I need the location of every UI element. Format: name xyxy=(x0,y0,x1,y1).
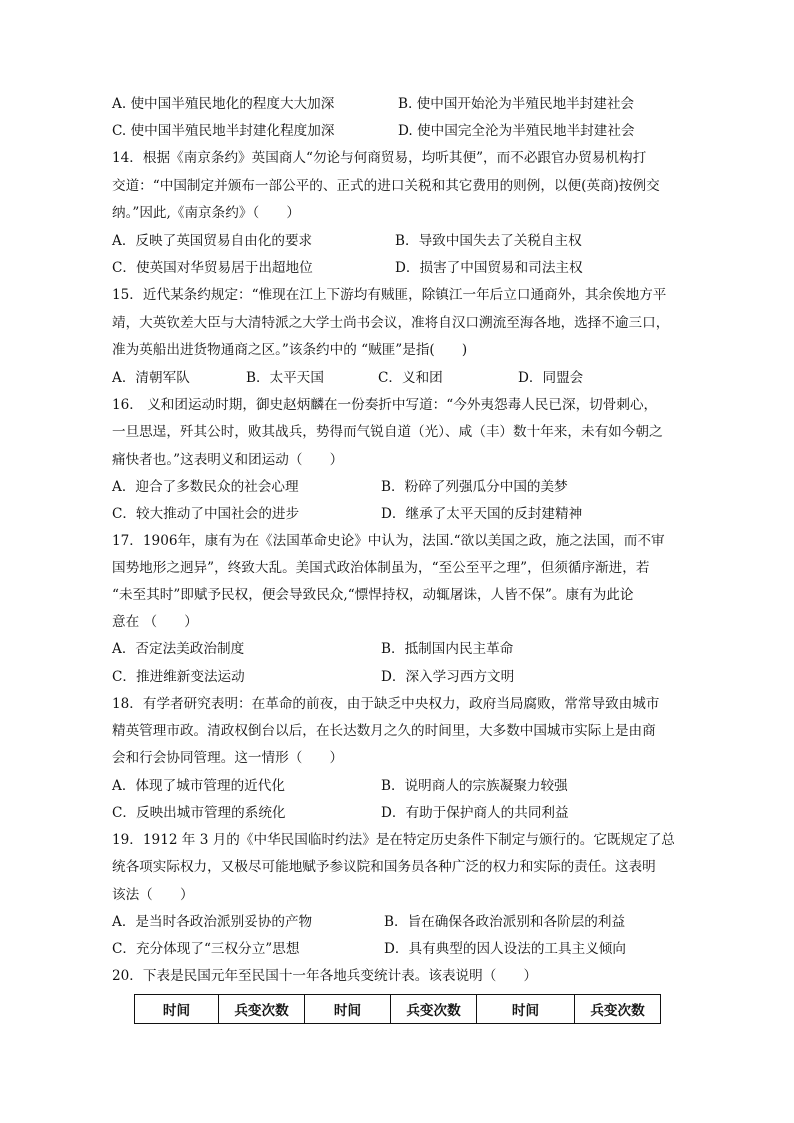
q14-stem-line-1: 14．根据《南京条约》英国商人“勿论与何商贸易，均听其便”，而不必跟官办贸易机构打 xyxy=(112,150,647,166)
q17-stem-line-2: 国势地形之迥异”，终致大乱。美国式政治体制虽为，“至公至平之理”，但须循序渐进，若 xyxy=(112,560,650,576)
q14-stem-line-2: 交道：“中国制定并颁布一部公平的、正式的进口关税和其它费用的则例，以便(英商)按例交 xyxy=(112,178,660,194)
q17-stem-line-3: “未至其时”即赋予民权，便会导致民众,“慓悍持权，动辄屠诛，人皆不保”。康有为此论 xyxy=(112,587,634,603)
q16-stem-line-2: 一旦思逞，歼其公时，败其战兵，势得而气锐自道（光）、咸（丰）数十年来，未有如今朝之 xyxy=(112,424,663,440)
q13-option-b: B. 使中国开始沦为半殖民地半封建社会 xyxy=(398,96,635,112)
q18-option-b: B．说明商人的宗族凝聚力较强 xyxy=(381,778,568,794)
q13-option-c: C. 使中国半殖民地半封建化程度加深 xyxy=(112,123,335,139)
q19-stem-line-3: 该法（ ） xyxy=(112,887,194,903)
q14-option-c: C．使英国对华贸易居于出超地位 xyxy=(112,260,313,276)
q16-option-d: D．继承了太平天国的反封建精神 xyxy=(381,506,583,522)
q16-stem-line-3: 痛快者也。”这表明义和团运动（ ） xyxy=(112,452,344,468)
q18-option-d: D．有助于保护商人的共同利益 xyxy=(381,805,569,821)
q13-option-a: A. 使中国半殖民地化的程度大大加深 xyxy=(112,96,335,112)
q15-stem-line-3: 准为英船出进货物通商之区。”该条约中的 “贼匪”是指( ) xyxy=(112,342,468,358)
table-header-cell: 兵变次数 xyxy=(575,995,661,1024)
q18-stem-line-1: 18．有学者研究表明：在革命的前夜，由于缺乏中央权力，政府当局腐败，常常导致由城市 xyxy=(112,696,660,712)
q13-option-d: D. 使中国完全沦为半殖民地半封建社会 xyxy=(398,123,635,139)
q16-option-c: C．较大推动了中国社会的进步 xyxy=(112,506,300,522)
q14-option-a: A．反映了英国贸易自由化的要求 xyxy=(112,233,313,249)
q14-option-b: B．导致中国失去了关税自主权 xyxy=(395,233,582,249)
q15-stem-line-2: 靖，大英钦差大臣与大清特派之大学士尚书会议，准将自汉口溯流至海各地，选择不逾三口， xyxy=(112,315,670,331)
q17-option-c: C．推进维新变法运动 xyxy=(112,669,245,685)
q19-option-d: D．具有典型的因人设法的工具主义倾向 xyxy=(384,941,626,957)
q19-option-c: C．充分体现了“三权分立”思想 xyxy=(112,941,300,957)
q17-option-b: B．抵制国内民主革命 xyxy=(381,641,514,657)
q15-option-d: D．同盟会 xyxy=(518,370,584,386)
mutiny-statistics-table xyxy=(134,994,661,1024)
table-header-cell: 时间 xyxy=(135,995,219,1024)
q19-option-b: B．旨在确保各政治派别和各阶层的利益 xyxy=(384,914,626,930)
q17-option-a: A．否定法美政治制度 xyxy=(112,641,245,657)
q16-option-b: B．粉碎了列强瓜分中国的美梦 xyxy=(381,479,568,495)
table-header-cell: 时间 xyxy=(477,995,575,1024)
q14-stem-line-3: 纳。”因此,《南京条约》（ ） xyxy=(112,205,300,221)
q14-option-d: D．损害了中国贸易和司法主权 xyxy=(395,260,583,276)
q15-option-b: B．太平天国 xyxy=(246,370,324,386)
q18-stem-line-3: 会和行会协同管理。这一情形（ ） xyxy=(112,750,344,766)
table-header-cell: 兵变次数 xyxy=(391,995,477,1024)
q19-stem-line-2: 统各项实际权力，又极尽可能地赋予参议院和国务员各种广泛的权力和实际的责任。这表明 xyxy=(112,859,656,875)
q16-option-a: A．迎合了多数民众的社会心理 xyxy=(112,479,299,495)
q17-stem-line-4: 意在 （ ） xyxy=(112,614,198,630)
q15-option-c: C．义和团 xyxy=(378,370,443,386)
q19-option-a: A．是当时各政治派别妥协的产物 xyxy=(112,914,313,930)
table-header-cell: 时间 xyxy=(305,995,391,1024)
q18-option-a: A．体现了城市管理的近代化 xyxy=(112,778,285,794)
table-header-row xyxy=(135,995,661,1024)
q15-option-a: A．清朝军队 xyxy=(112,370,190,386)
table-header-cell: 兵变次数 xyxy=(219,995,305,1024)
q18-stem-line-2: 精英管理市政。清政权倒台以后，在长达数月之久的时间里，大多数中国城市实际上是由商 xyxy=(112,723,656,739)
q17-option-d: D．深入学习西方文明 xyxy=(381,669,515,685)
q17-stem-line-1: 17．1906年，康有为在《法国革命史论》中认为，法国.“欲以美国之政，施之法国，而不审 xyxy=(112,533,665,549)
q15-stem-line-1: 15．近代某条约规定：“惟现在江上下游均有贼匪，除镇江一年后立口通商外，其余俟地方平 xyxy=(112,287,667,303)
q20-stem-line-1: 20．下表是民国元年至民国十一年各地兵变统计表。该表说明（ ） xyxy=(112,968,538,984)
q19-stem-line-1: 19．1912 年 3 月的《中华民国临时约法》是在特定历史条件下制定与颁行的。它既规定了总 xyxy=(112,832,675,848)
q18-option-c: C．反映出城市管理的系统化 xyxy=(112,805,286,821)
q16-stem-line-1: 16． 义和团运动时期，御史赵炳麟在一份奏折中写道：“今外夷怨毒人民已深，切骨刺心， xyxy=(112,397,658,413)
